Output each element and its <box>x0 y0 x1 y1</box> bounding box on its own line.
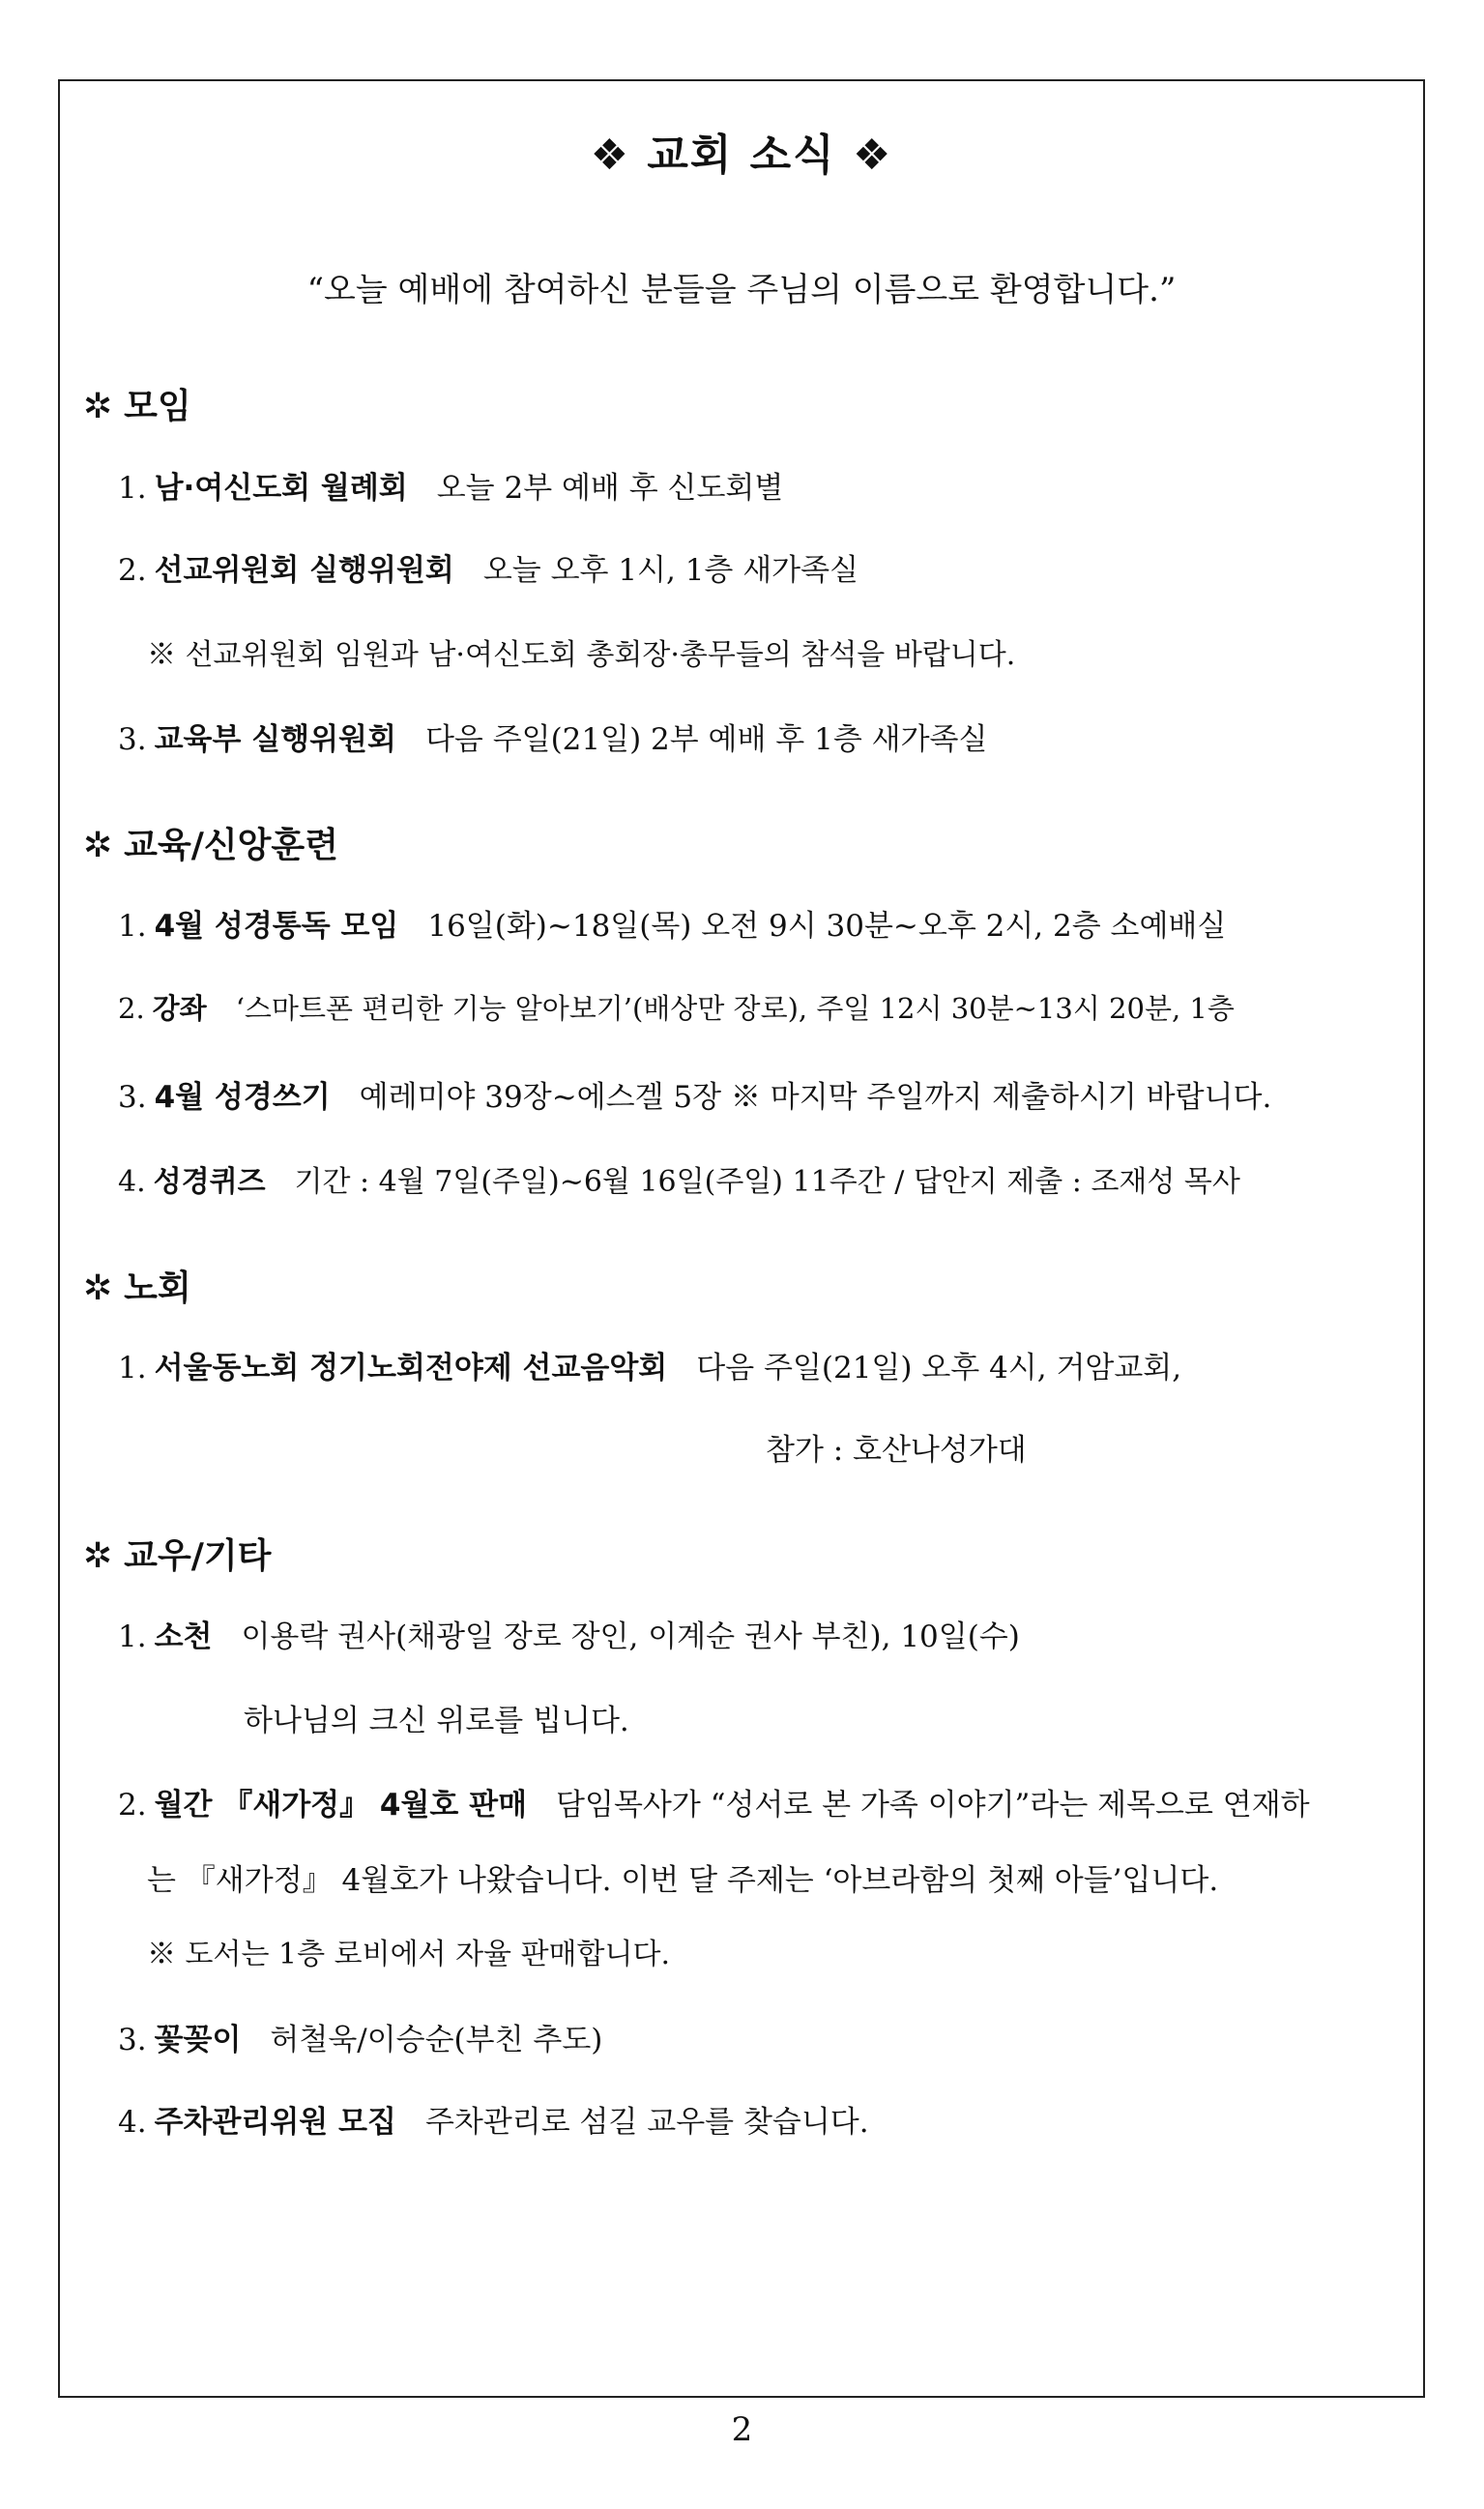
asterisk-icon: ✲ <box>83 826 113 865</box>
page-number: 2 <box>731 2410 753 2449</box>
section-presbytery-heading: ✲ 노회 <box>83 1269 191 1308</box>
note-text: ※ 선교위원회 임원과 남·여신도회 총회장·총무들의 참석을 바랍니다. <box>147 638 1016 672</box>
list-item-continuation: 하나님의 크신 위로를 빕니다. <box>244 1704 629 1738</box>
list-item-continuation: 참가 : 호산나성가대 <box>766 1433 1027 1468</box>
list-item: 3. 꽃꽂이 허철욱/이승순(부친 추도) <box>118 2023 603 2057</box>
list-item: 2. 선교위원회 실행위원회 오늘 오후 1시, 1층 새가족실 <box>118 553 859 588</box>
asterisk-icon: ✲ <box>83 1536 113 1576</box>
list-item-continuation: 는 『새가정』 4월호가 나왔습니다. 이번 달 주제는 ‘아브라함의 첫째 아들’입니다. <box>147 1863 1219 1898</box>
list-item: 3. 4월 성경쓰기 예레미야 39장~에스겔 5장 ※ 마지막 주일까지 제출하시기 바랍니다. <box>118 1080 1272 1115</box>
asterisk-icon: ✲ <box>83 1269 113 1308</box>
list-item: 3. 교육부 실행위원회 다음 주일(21일) 2부 예배 후 1층 새가족실 <box>118 722 988 757</box>
section-education-heading: ✲ 교육/신앙훈련 <box>83 826 338 865</box>
list-item: 1. 남·여신도회 월례회 오늘 2부 예배 후 신도회별 <box>118 471 784 506</box>
section-meetings-heading: ✲ 모임 <box>83 387 191 426</box>
asterisk-icon: ✲ <box>83 387 113 426</box>
list-item: 1. 4월 성경통독 모임 16일(화)~18일(목) 오전 9시 30분~오후 2시, 2층 소예배실 <box>118 909 1227 944</box>
section-fellowship-heading: ✲ 교우/기타 <box>83 1536 272 1576</box>
note-text: ※ 도서는 1층 로비에서 자율 판매합니다. <box>147 1938 671 1971</box>
list-item: 4. 성경퀴즈 기간 : 4월 7일(주일)~6월 16일(주일) 11주간 / 답안지 제출 : 조재성 목사 <box>118 1165 1240 1199</box>
bulletin-frame <box>58 79 1425 2398</box>
list-item: 4. 주차관리위원 모집 주차관리로 섬길 교우를 찾습니다. <box>118 2105 869 2140</box>
list-item: 2. 월간 『새가정』 4월호 판매 담임목사가 “성서로 본 가족 이야기”라는 제목으로 연재하 <box>118 1788 1310 1823</box>
welcome-message: “오늘 예배에 참여하신 분들을 주님의 이름으로 환영합니다.” <box>306 271 1177 309</box>
list-item: 1. 소천 이용락 권사(채광일 장로 장인, 이계순 권사 부친), 10일(수) <box>118 1619 1020 1654</box>
page-title: ❖ 교회 소식 ❖ <box>590 131 893 180</box>
list-item: 1. 서울동노회 정기노회전야제 선교음악회 다음 주일(21일) 오후 4시, 거암교회, <box>118 1351 1182 1386</box>
list-item: 2. 강좌 ‘스마트폰 편리한 기능 알아보기’(배상만 장로), 주일 12시 30분~13시 20분, 1층 <box>118 992 1235 1025</box>
